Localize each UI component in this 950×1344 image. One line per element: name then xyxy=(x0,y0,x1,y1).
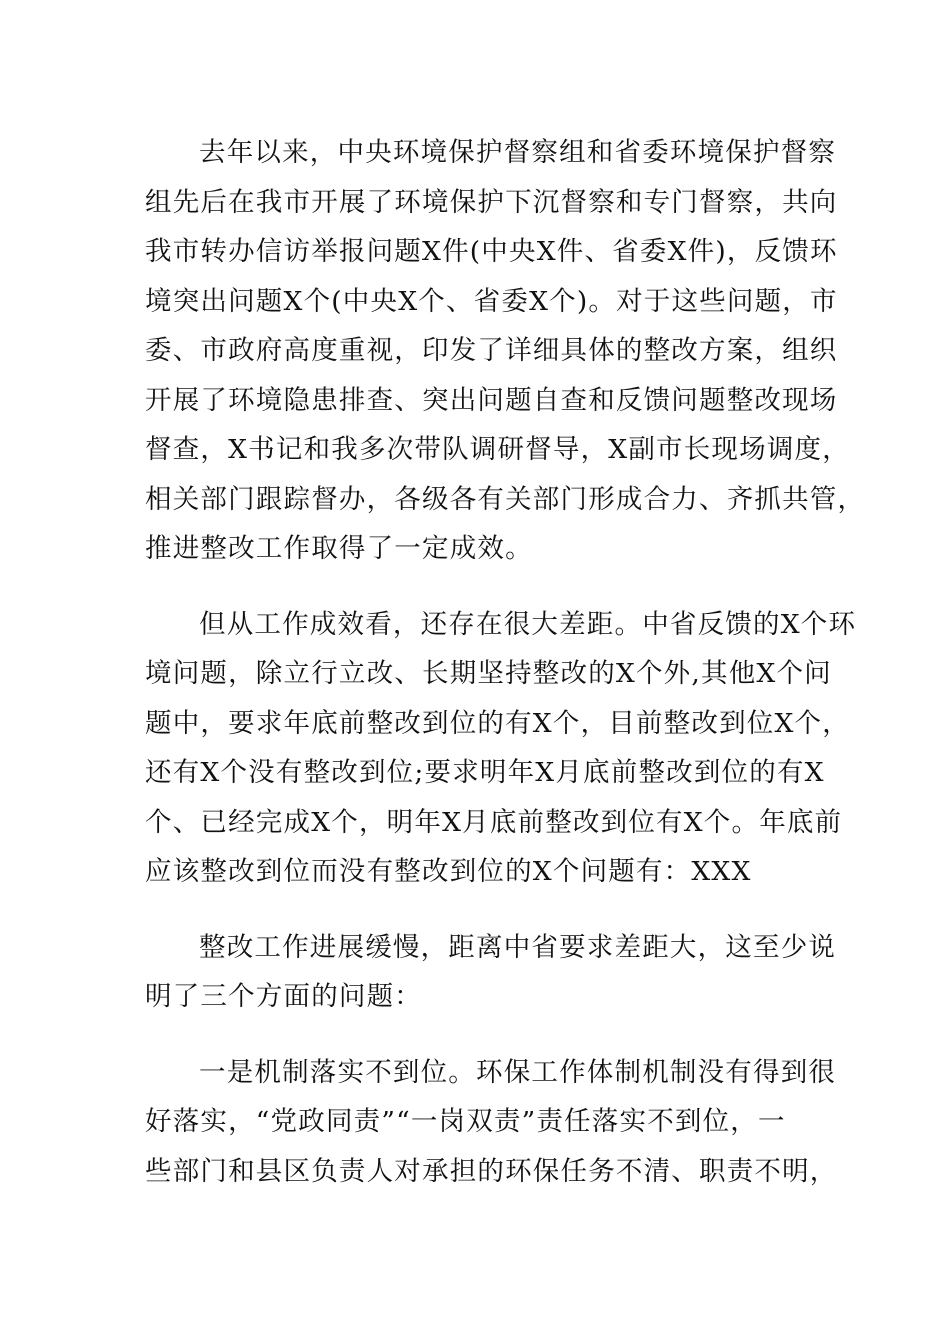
text-line: 组先后在我市开展了环境保护下沉督察和专门督察，共向 xyxy=(145,186,838,218)
paragraph-3 xyxy=(145,923,837,1022)
text-line: 应该整改到位而没有整改到位的X个问题有：XXX xyxy=(145,856,752,887)
text-line: 题中，要求年底前整改到位的有X个，目前整改到位X个， xyxy=(145,707,850,739)
text-line: 整改工作进展缓慢，距离中省要求差距大，这至少说 xyxy=(199,931,837,963)
text-line: 但从工作成效看，还存在很大差距。中省反馈的X个环 xyxy=(199,608,857,640)
text-line: 个、已经完成X个，明年X月底前整改到位有X个。年底前 xyxy=(145,806,843,838)
document-body xyxy=(145,128,866,1196)
paragraph-4 xyxy=(145,1048,838,1197)
text-line: 推进整改工作取得了一定成效。 xyxy=(145,533,533,564)
paragraph-2 xyxy=(145,600,857,897)
text-line: 境问题，除立行立改、长期坚持整改的X个外,其他X个问 xyxy=(145,658,832,689)
text-line: 好落实，“党政同责”“一岗双责”责任落实不到位，一 xyxy=(145,1106,786,1137)
text-line: 委、市政府高度重视，印发了详细具体的整改方案，组织 xyxy=(145,335,838,366)
text-line: 境突出问题X个(中央X个、省委X个)。对于这些问题，市 xyxy=(145,285,838,317)
text-line: 开展了环境隐患排查、突出问题自查和反馈问题整改现场 xyxy=(145,384,838,416)
text-line: 去年以来，中央环境保护督察组和省委环境保护督察 xyxy=(199,137,837,168)
text-line: 还有X个没有整改到位;要求明年X月底前整改到位的有X xyxy=(145,757,825,788)
text-line: 相关部门跟踪督办，各级各有关部门形成合力、齐抓共管， xyxy=(145,483,866,515)
text-line: 一是机制落实不到位。环保工作体制机制没有得到很 xyxy=(199,1056,837,1088)
text-line: 我市转办信访举报问题X件(中央X件、省委X件)，反馈环 xyxy=(145,236,838,267)
text-line: 督查，X书记和我多次带队调研督导，X副市长现场调度， xyxy=(145,434,850,465)
text-line: 明了三个方面的问题： xyxy=(145,981,422,1012)
paragraph-1 xyxy=(145,128,866,574)
text-line: 些部门和县区负责人对承担的环保任务不清、职责不明， xyxy=(145,1155,838,1187)
